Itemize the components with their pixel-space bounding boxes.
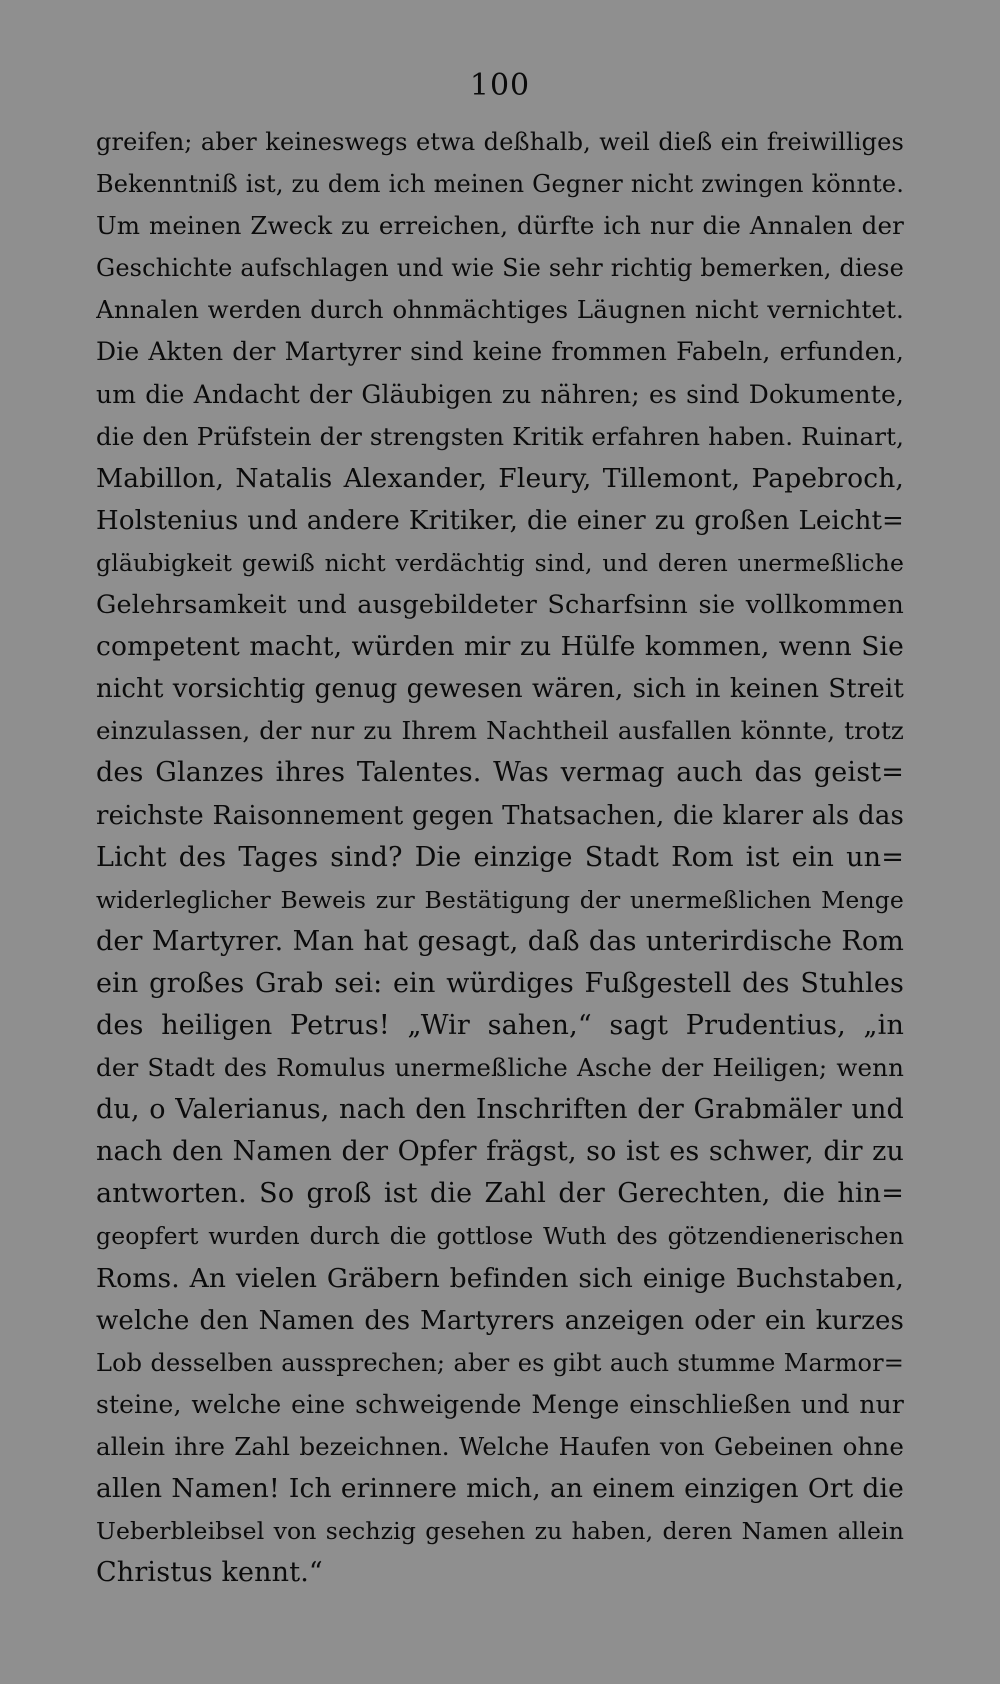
text-line: steine, welche eine schweigende Menge einschließen und nur bbox=[96, 1389, 904, 1419]
text-line: des heiligen Petrus! „Wir sahen,“ sagt Prudentius, „in bbox=[96, 1009, 904, 1041]
text-line: Um meinen Zweck zu erreichen, dürfte ich nur die Annalen der bbox=[96, 211, 904, 241]
page-number: 100 bbox=[469, 68, 531, 103]
text-line: Bekenntniß ist, zu dem ich meinen Gegner nicht zwingen könnte. bbox=[96, 170, 904, 199]
text-line: competent macht, würden mir zu Hülfe kommen, wenn Sie bbox=[96, 631, 904, 663]
text-line: ein großes Grab sei: ein würdiges Fußgestell des Stuhles bbox=[96, 967, 904, 999]
text-line: Roms. An vielen Gräbern befinden sich einige Buchstaben, bbox=[96, 1262, 904, 1294]
text-line: Ueberbleibsel von sechzig gesehen zu haben, deren Namen allein bbox=[96, 1517, 904, 1546]
text-line: reichste Raisonnement gegen Thatsachen, die klarer als das bbox=[96, 800, 904, 831]
text-line: Gelehrsamkeit und ausgebildeter Scharfsinn sie vollkommen bbox=[96, 590, 904, 621]
text-line: nach den Namen der Opfer frägst, so ist es schwer, dir zu bbox=[96, 1136, 904, 1168]
text-line: Die Akten der Martyrer sind keine frommen Fabeln, erfunden, bbox=[96, 337, 904, 367]
text-line: Mabillon, Natalis Alexander, Fleury, Tillemont, Papebroch, bbox=[96, 462, 904, 494]
text-line: widerleglicher Beweis zur Bestätigung der unermeßlichen Menge bbox=[96, 885, 904, 914]
text-line: du, o Valerianus, nach den Inschriften der Grabmäler und bbox=[96, 1094, 904, 1126]
text-line: nicht vorsichtig genug gewesen wären, sich in keinen Streit bbox=[96, 674, 904, 705]
text-line: allen Namen! Ich erinnere mich, an einem einzigen Ort die bbox=[96, 1473, 904, 1504]
text-line: Annalen werden durch ohnmächtiges Läugnen nicht vernichtet. bbox=[96, 295, 904, 325]
text-line: Licht des Tages sind? Die einzige Stadt Rom ist ein un= bbox=[96, 841, 904, 873]
text-line: antworten. So groß ist die Zahl der Gerechten, die hin= bbox=[96, 1178, 904, 1210]
text-line: die den Prüfstein der strengsten Kritik erfahren haben. Ruinart, bbox=[96, 421, 904, 451]
text-line: Christus kennt.“ bbox=[96, 1557, 323, 1589]
text-line: Lob desselben aussprechen; aber es gibt auch stumme Marmor= bbox=[96, 1348, 904, 1377]
text-line: Holstenius und andere Kritiker, die einer zu großen Leicht= bbox=[96, 505, 904, 536]
text-line: greifen; aber keineswegs etwa deßhalb, weil dieß ein freiwilliges bbox=[96, 128, 904, 156]
text-line: welche den Namen des Martyrers anzeigen oder ein kurzes bbox=[96, 1305, 904, 1336]
body-text bbox=[96, 121, 904, 1594]
text-line: der Martyrer. Man hat gesagt, daß das unterirdische Rom bbox=[96, 925, 904, 957]
text-line: um die Andacht der Gläubigen zu nähren; es sind Dokumente, bbox=[96, 379, 904, 409]
text-line: geopfert wurden durch die gottlose Wuth des götzendienerischen bbox=[96, 1222, 904, 1251]
text-line: einzulassen, der nur zu Ihrem Nachtheil ausfallen könnte, trotz bbox=[96, 716, 904, 746]
text-line: gläubigkeit gewiß nicht verdächtig sind, und deren unermeßliche bbox=[96, 548, 904, 577]
text-line: allein ihre Zahl bezeichnen. Welche Haufen von Gebeinen ohne bbox=[96, 1431, 904, 1461]
text-line: der Stadt des Romulus unermeßliche Asche der Heiligen; wenn bbox=[96, 1053, 904, 1083]
text-line: des Glanzes ihres Talentes. Was vermag auch das geist= bbox=[96, 757, 904, 789]
text-line: Geschichte aufschlagen und wie Sie sehr richtig bemerken, diese bbox=[96, 254, 904, 283]
